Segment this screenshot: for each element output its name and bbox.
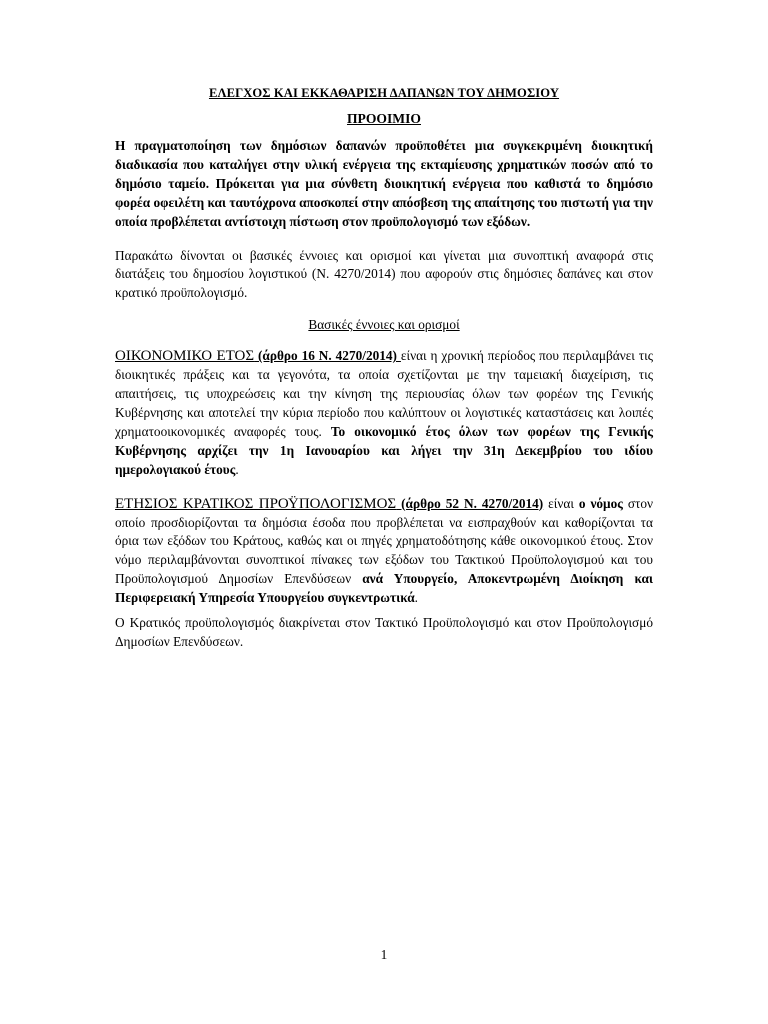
budget-end: .	[414, 590, 418, 606]
fiscal-year-text: είναι η χρονική περίοδος που περιλαμβάνει τις διοικητικές πράξεις και τα γεγονότα, τα οποία σχετίζονται με την ταμειακή διαχείριση, τις απαιτήσεις, τις υποχρεώσεις και την κίνηση της περιουσίας όλων των φορέων της Γενικής Κυβέρνησης και αποτελεί την κύρια περίοδο που καλύπτουν οι λογιστικές καταστάσεις και λοιπές χρηματοοικονομικές αναφορές τους.	[115, 348, 653, 439]
budget-bold-b: ανά Υπουργείο, Αποκεντρωμένη Διοίκηση και Περιφερειακή Υπηρεσία Υπουργείου συγκεντρωτικά	[115, 571, 653, 606]
fiscal-year-term: ΟΙΚΟΝΟΜΙΚΟ ΕΤΟΣ	[115, 348, 255, 365]
budget-bold-a: ο νόμος	[578, 495, 623, 511]
budget-text-a: είναι	[543, 495, 579, 511]
document-page	[115, 86, 653, 652]
closing-paragraph: Ο Κρατικός προϋπολογισμός διακρίνεται στον Τακτικό Προϋπολογισμό και στον Προϋπολογισμό Δημοσίων Επενδύσεων.	[115, 615, 653, 649]
fiscal-year-end: .	[235, 461, 239, 477]
budget-text-b: στον οποίο προσδιορίζονται τα δημόσια έσοδα που προβλέπεται να εισπραχθούν και καθορίζονται τα όρια των εξόδων του Κράτους, καθώς και οι πηγές χρηματοδότησης κάθε οικονομικού έτους. Στον νόμο περιλαμβάνονται συνοπτικοί πίνακες των εξόδων του Τακτικού Προϋπολογισμού και του Προϋπολογισμού Δημοσίων Επενδύσεων	[115, 495, 653, 587]
fiscal-year-paragraph	[115, 347, 653, 479]
document-subtitle: ΠΡΟΟΙΜΙΟ	[346, 111, 421, 126]
section-heading: Βασικές έννοιες και ορισμοί	[308, 317, 460, 333]
budget-ref: (άρθρο 52 Ν. 4270/2014)	[396, 495, 544, 511]
budget-term: ΕΤΗΣΙΟΣ ΚΡΑΤΙΚΟΣ ΠΡΟΫΠΟΛΟΓΙΣΜΟΣ	[115, 495, 397, 512]
page-number: 1	[380, 947, 388, 962]
document-title: ΕΛΕΓΧΟΣ ΚΑΙ ΕΚΚΑΘΑΡΙΣΗ ΔΑΠΑΝΩΝ ΤΟΥ ΔΗΜΟΣΙΟΥ	[208, 86, 560, 100]
intro-bold-paragraph: Η πραγματοποίηση των δημόσιων δαπανών προϋποθέτει μια συγκεκριμένη διοικητική διαδικασία που καταλήγει στην υλική ενέργεια της εκταμίευσης χρηματικών ποσών από το δημόσιο ταμείο. Πρόκειται για μια σύνθετη διοικητική ενέργεια που καθιστά το δημόσιο φορέα οφειλέτη και ταυτόχρονα αποσκοπεί στην απόσβεση της απαίτησης του πιστωτή για την οποία προβλέπεται αντίστοιχη πίστωση στον προϋπολογισμό των εξόδων.	[115, 138, 653, 229]
budget-paragraph	[115, 495, 653, 608]
fiscal-year-bold-text: Το οικονομικό έτος όλων των φορέων της Γενικής Κυβέρνησης αρχίζει την 1η Ιανουαρίου και λήγει την 31η Δεκεμβρίου του ιδίου ημερολογιακού έτους	[115, 423, 654, 477]
intro-paragraph: Παρακάτω δίνονται οι βασικές έννοιες και ορισμοί και γίνεται μια συνοπτική αναφορά στις διατάξεις του δημοσίου λογιστικού (Ν. 4270/2014) που αφορούν στις δημόσιες δαπάνες και στον κρατικό προϋπολογισμό.	[115, 247, 653, 301]
fiscal-year-ref: (άρθρο 16 Ν. 4270/2014)	[254, 348, 401, 364]
